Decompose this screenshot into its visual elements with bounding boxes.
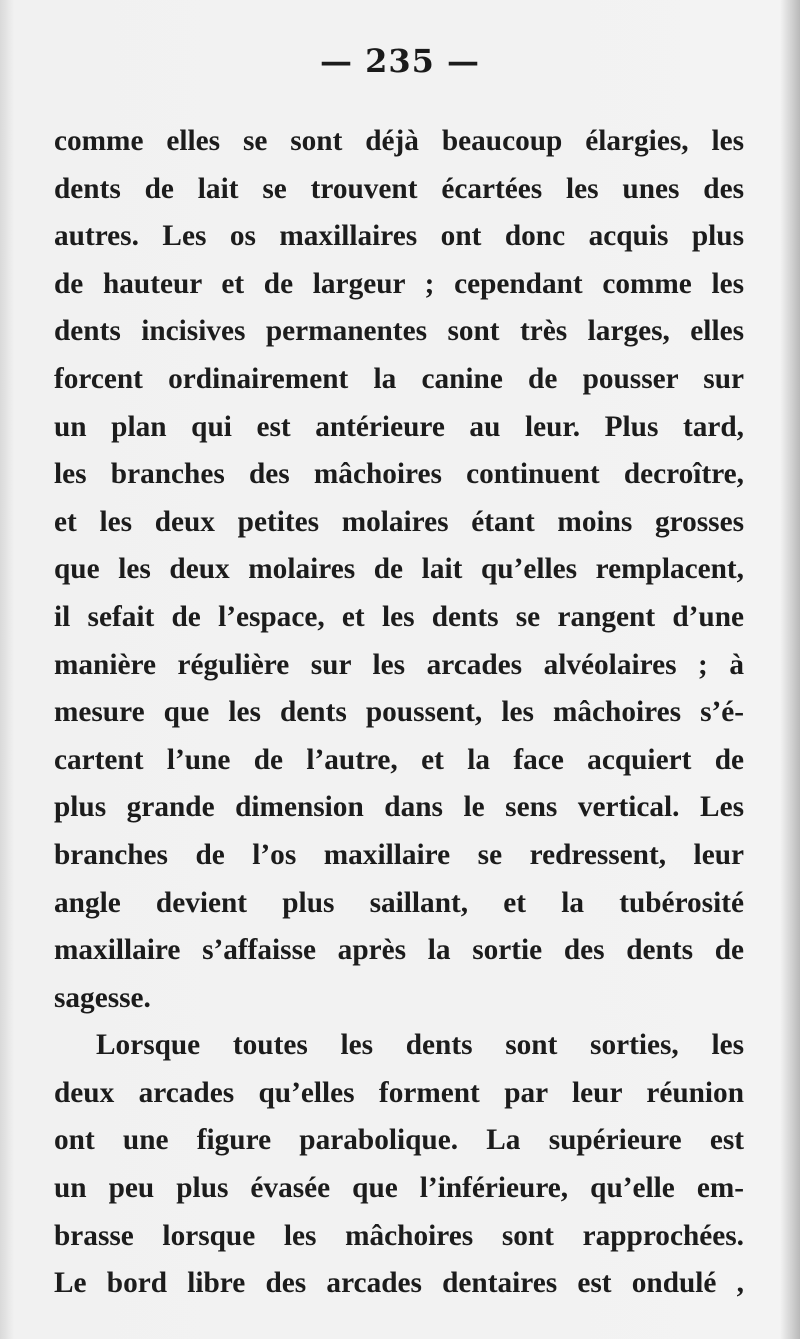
text-line: angle devient plus saillant, et la tubérosité <box>54 886 744 919</box>
text-line: autres. Les os maxillaires ont donc acquis plus <box>54 220 744 253</box>
text-line: brasse lorsque les mâchoires sont rapprochées. <box>54 1219 744 1252</box>
text-line: dents de lait se trouvent écartées les unes des <box>54 172 744 205</box>
text-line: maxillaire s’affaisse après la sortie des dents de <box>54 934 744 967</box>
text-line: de hauteur et de largeur ; cependant comme les <box>54 267 744 300</box>
text-line: cartent l’une de l’autre, et la face acquiert de <box>54 743 744 776</box>
text-line: manière régulière sur les arcades alvéolaires ; à <box>54 648 744 681</box>
text-line: branches de l’os maxillaire se redressent, leur <box>54 838 744 871</box>
text-line: dents incisives permanentes sont très larges, elles <box>54 315 744 348</box>
text-line: deux arcades qu’elles forment par leur réunion <box>54 1076 744 1109</box>
text-line: il sefait de l’espace, et les dents se rangent d’une <box>54 600 744 633</box>
text-line: et les deux petites molaires étant moins grosses <box>54 505 744 538</box>
text-line: mesure que les dents poussent, les mâchoires s’é- <box>54 696 744 729</box>
text-line: comme elles se sont déjà beaucoup élargies, les <box>54 125 744 157</box>
text-line: ont une figure parabolique. La supérieure est <box>54 1124 744 1157</box>
text-line: Le bord libre des arcades dentaires est ondulé , <box>54 1267 744 1300</box>
text-line: un peu plus évasée que l’inférieure, qu’elle em- <box>54 1172 744 1205</box>
text-line: sagesse. <box>54 981 151 1014</box>
text-line: Lorsque toutes les dents sont sorties, les <box>96 1029 744 1062</box>
text-line: que les deux molaires de lait qu’elles remplacent, <box>54 553 744 586</box>
paragraph-2 <box>54 1022 744 1308</box>
body-text <box>54 118 744 1308</box>
text-line: plus grande dimension dans le sens vertical. Les <box>54 791 744 824</box>
page-number: — 235 — <box>319 42 481 80</box>
text-line: forcent ordinairement la canine de pousser sur <box>54 362 744 395</box>
text-line: les branches des mâchoires continuent decroître, <box>54 458 744 491</box>
text-line: un plan qui est antérieure au leur. Plus tard, <box>54 410 744 443</box>
paragraph-1 <box>54 118 744 1022</box>
